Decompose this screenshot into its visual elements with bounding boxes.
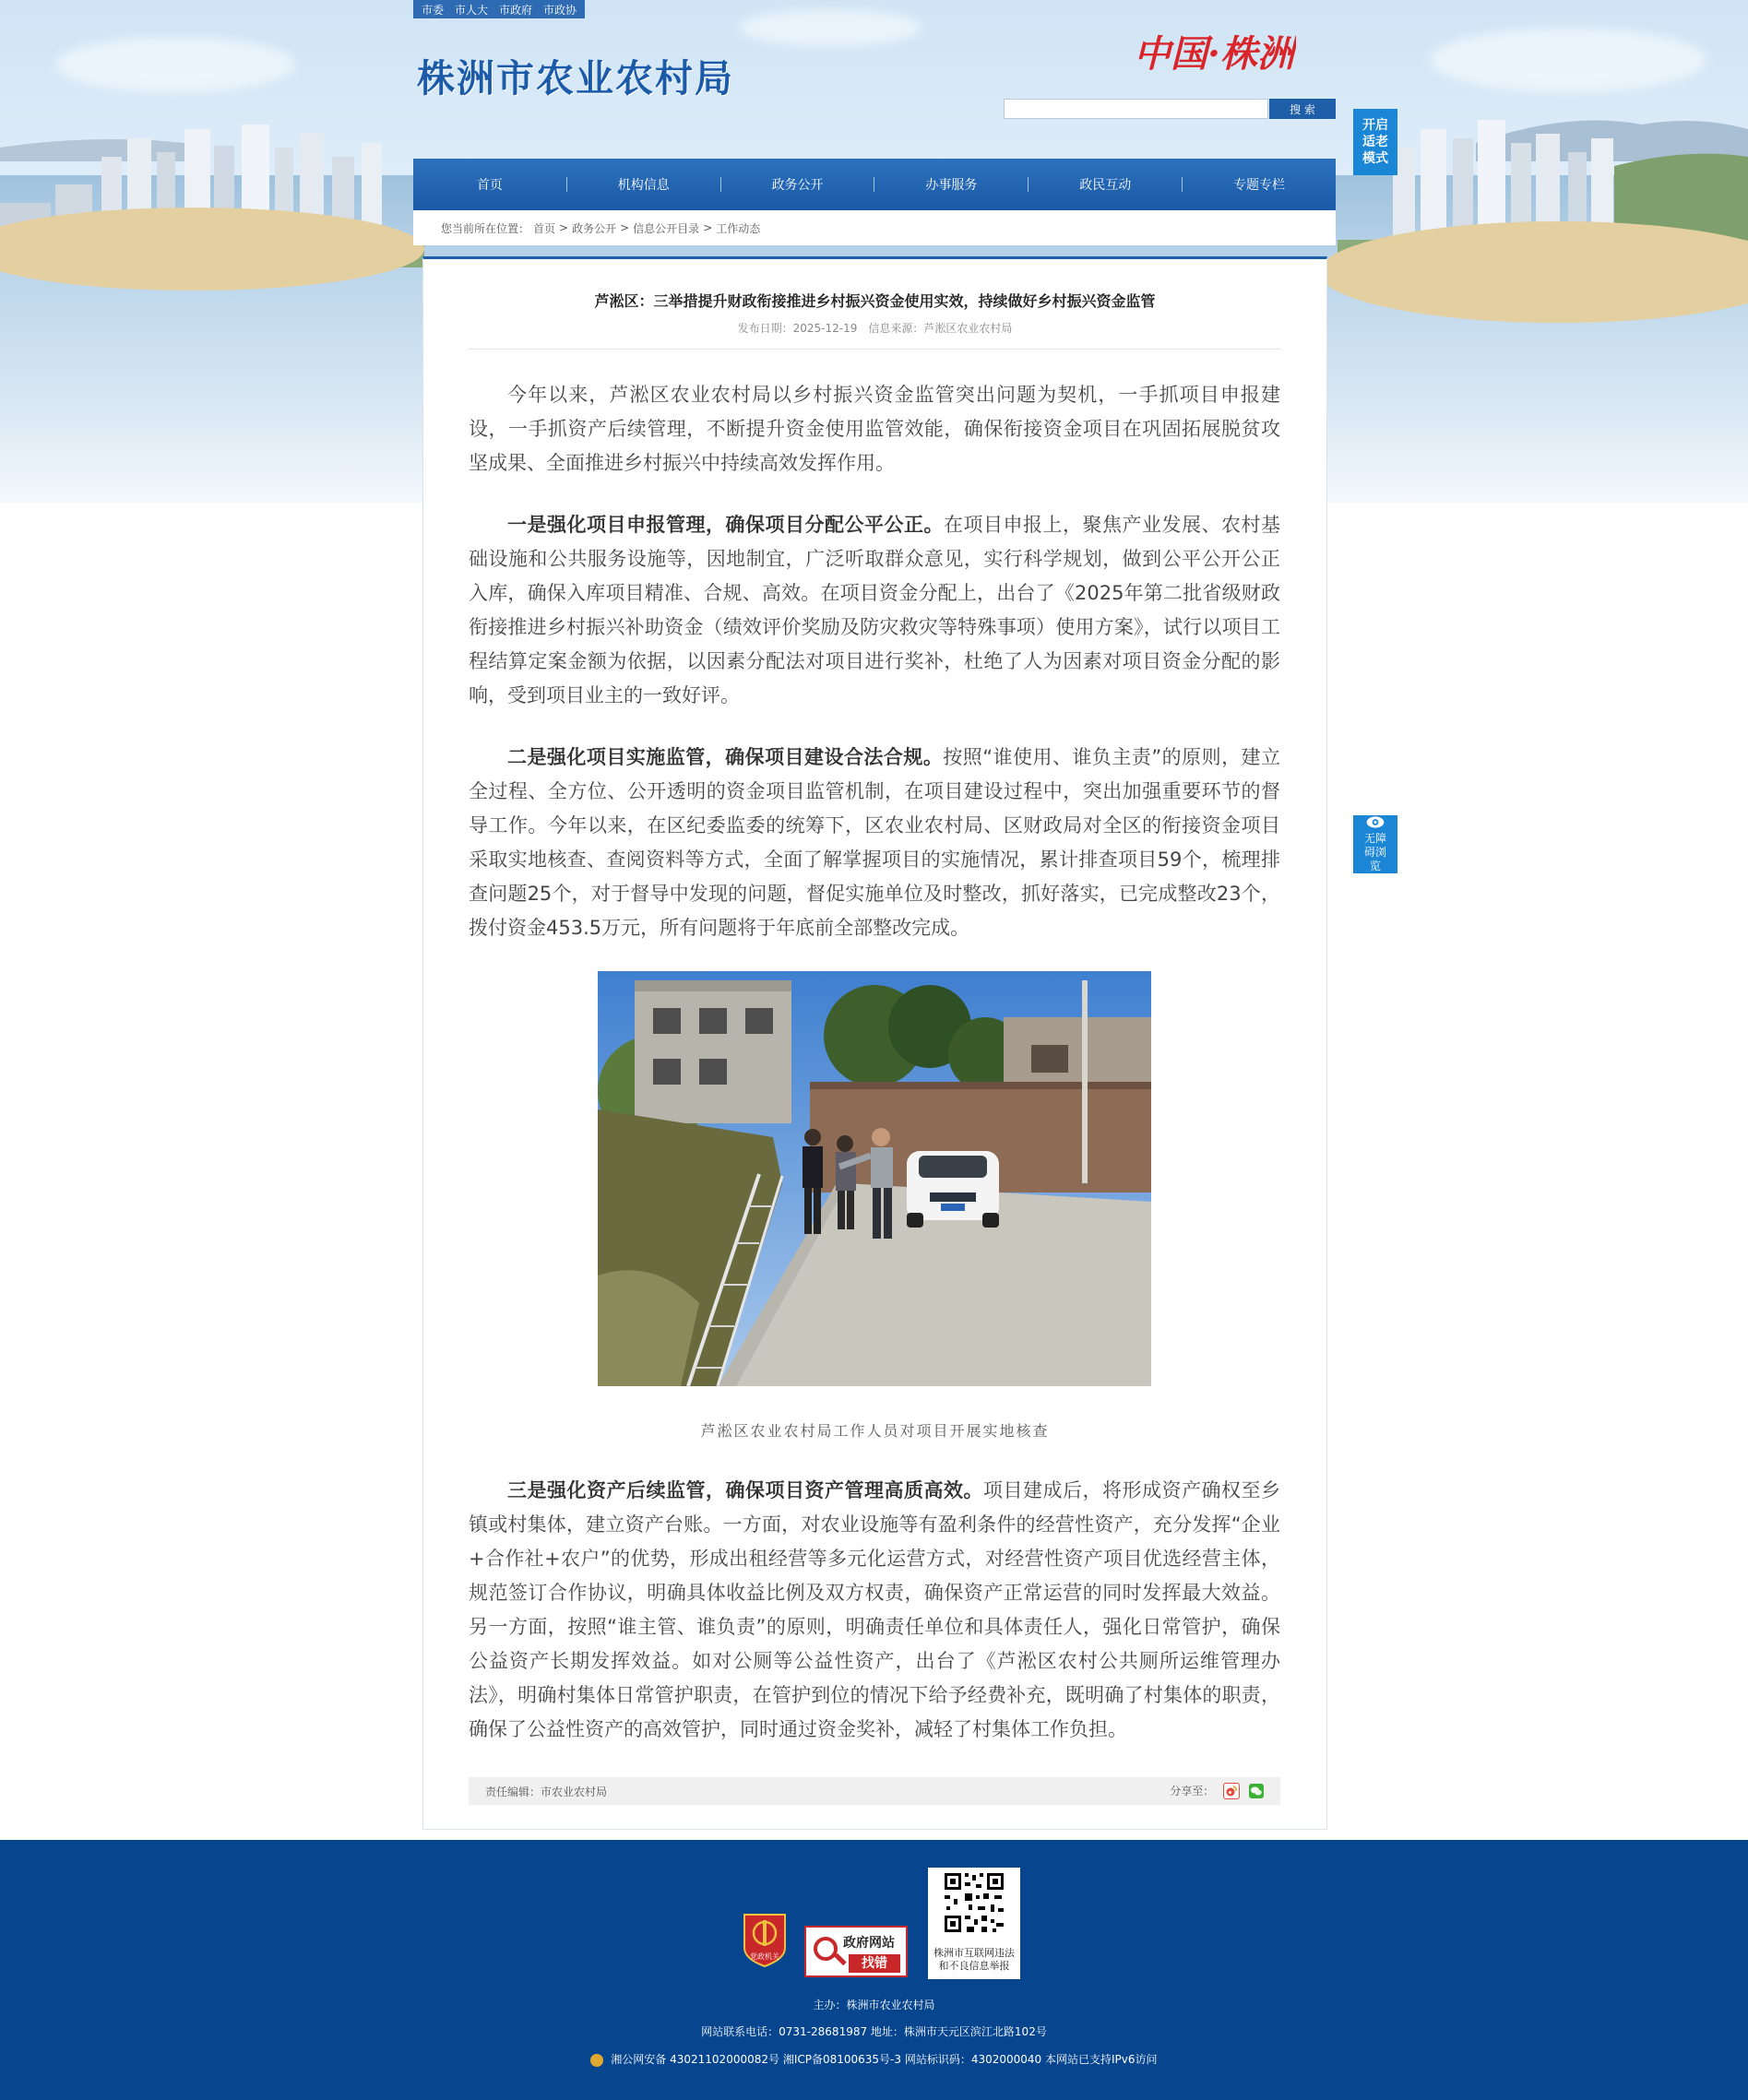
qr-code-icon (928, 1868, 1020, 1943)
gov-site-error-badge[interactable] (804, 1926, 908, 1977)
svg-text:党政机关: 党政机关 (750, 1952, 779, 1961)
footer (0, 1840, 1748, 2100)
nav-special-topics[interactable]: 专题专栏 (1233, 178, 1286, 193)
topbar-link-party[interactable]: 市委 (422, 3, 445, 17)
breadcrumb-prefix: 您当前所在位置： (441, 221, 530, 235)
nav-organization[interactable]: 机构信息 (617, 178, 670, 193)
editor-bar (469, 1777, 1280, 1805)
topbar-link-government[interactable]: 市政府 (499, 3, 533, 17)
site-title[interactable]: 株洲市农业农村局 (417, 56, 734, 101)
topbar-link-cppcc[interactable]: 市政协 (543, 3, 577, 17)
search-button[interactable]: 搜 索 (1269, 99, 1336, 119)
wechat-share-icon[interactable] (1249, 1784, 1264, 1798)
article-paragraph-1 (469, 508, 1280, 713)
nav-interaction[interactable]: 政民互动 (1079, 178, 1132, 193)
accessibility-button[interactable] (1353, 815, 1397, 873)
breadcrumb-separator: > (559, 221, 569, 234)
accessibility-label: 无障碍浏览 (1363, 832, 1386, 872)
party-government-badge[interactable] (741, 1911, 789, 1968)
main-nav (413, 159, 1336, 210)
footer-contact: 网站联系电话：0731-28681987 地址：株洲市天元区滨江北路102号 (701, 2025, 1047, 2038)
topbar-link-congress[interactable]: 市人大 (455, 3, 489, 17)
responsible-editor: 责任编辑：市农业农村局 (485, 1785, 608, 1798)
article-container (422, 256, 1327, 1830)
article-title: 芦淞区：三举措提升财政衔接推进乡村振兴资金使用实效，持续做好乡村振兴资金监管 (594, 292, 1156, 310)
footer-record-text[interactable]: 湘公网安备 43021102000082号 湘ICP备08100635号-3 网站标识码：4302000040 本网站已支持IPv6访问 (611, 2053, 1158, 2066)
article-photo (598, 971, 1151, 1386)
nav-home[interactable]: 首页 (476, 178, 503, 193)
photo-people (803, 1128, 893, 1239)
search-input[interactable] (1004, 99, 1268, 119)
paragraph-heading: 二是强化项目实施监管，确保项目建设合法合规。 (507, 746, 944, 768)
breadcrumb (413, 210, 1336, 245)
share-label: 分享至： (1170, 1784, 1215, 1797)
qr-caption: 株洲市互联网违法和不良信息举报 (933, 1947, 1015, 1972)
breadcrumb-separator: > (620, 221, 630, 234)
breadcrumb-catalog[interactable]: 信息公开目录 (633, 221, 700, 235)
article-paragraph-3 (469, 1474, 1280, 1747)
breadcrumb-government-affairs[interactable]: 政务公开 (572, 221, 617, 235)
photo-caption: 芦淞区农业农村局工作人员对项目开展实地核查 (700, 1422, 1050, 1440)
breadcrumb-work-news[interactable]: 工作动态 (716, 221, 761, 235)
error-badge-bottom-text: 找错 (849, 1954, 900, 1973)
footer-record (0, 2051, 1748, 2067)
paragraph-heading: 一是强化项目申报管理，确保项目分配公平公正。 (507, 514, 944, 536)
nav-services[interactable]: 办事服务 (925, 178, 978, 193)
svg-text:中国·株洲: 中国·株洲 (1134, 32, 1294, 76)
breadcrumb-home[interactable]: 首页 (533, 221, 556, 235)
article-paragraph-2 (469, 741, 1280, 945)
paragraph-body: 在项目申报上，聚焦产业发展、农村基础设施和公共服务设施等，因地制宜，广泛听取群众意见，实行科学规划，做到公平公开公正入库，确保入库项目精准、合规、高效。在项目资金分配上，出台了《2025年第二批省级财政衔接推进乡村振兴补助资金（绩效评价奖励及防灾救灾等特殊事项）使用方案》，试行以项目工程结算定案金额为依据，以因素分配法对项目进行奖补，杜绝了人为因素对项目资金分配的影响，受到项目业主的一致好评。 (469, 514, 1280, 706)
title-divider (469, 349, 1280, 350)
elder-mode-button[interactable]: 开启适老模式 (1353, 109, 1397, 175)
weibo-share-icon[interactable] (1223, 1783, 1240, 1799)
breadcrumb-separator: > (703, 221, 713, 234)
china-zhuzhou-logo (1130, 26, 1296, 81)
article-paragraph-intro: 今年以来，芦淞区农业农村局以乡村振兴资金监管突出问题为契机，一手抓项目申报建设，一手抓资产后续管理，不断提升资金使用监管效能，确保衔接资金项目在巩固拓展脱贫攻坚成果、全面推进乡村振兴中持续高效发挥作用。 (469, 384, 1280, 474)
report-qr-block[interactable] (928, 1868, 1020, 1979)
article-meta: 发布日期：2025-12-19 信息来源：芦淞区农业农村局 (737, 322, 1013, 335)
paragraph-body: 项目建成后，将形成资产确权至乡镇或村集体，建立资产台账。一方面，对农业设施等有盈利条件的经营性资产，充分发挥“企业+合作社+农户”的优势，形成出租经营等多元化运营方式，对经营性资产项目优选经营主体，规范签订合作协议，明确具体收益比例及双方权责，确保资产正常运营的同时发挥最大效益。另一方面，按照“谁主管、谁负责”的原则，明确责任单位和具体责任人，强化日常管护，确保公益资产长期发挥效益。如对公厕等公益性资产，出台了《芦淞区农村公共厕所运维管理办法》，明确村集体日常管护职责，在管护到位的情况下给予经费补充，既明确了村集体的职责，确保了公益性资产的高效管护，同时通过资金奖补，减轻了村集体工作负担。 (469, 1479, 1280, 1740)
police-badge-icon (590, 2054, 603, 2067)
footer-host: 主办：株洲市农业农村局 (813, 1999, 935, 2011)
paragraph-body: 按照“谁使用、谁负主责”的原则，建立全过程、全方位、公开透明的资金项目监管机制，在项目建设过程中，突出加强重要环节的督导工作。今年以来，在区纪委监委的统筹下，区农业农村局、区财政局对全区的衔接资金项目采取实地核查、查阅资料等方式，全面了解掌握项目的实施情况，累计排查项目59个，梳理排查问题25个，对于督导中发现的问题，督促实施单位及时整改，抓好落实，已完成整改23个，拨付资金453.5万元，所有问题将于年底前全部整改完成。 (469, 746, 1281, 939)
top-links-bar (413, 0, 585, 18)
nav-government-affairs[interactable]: 政务公开 (771, 178, 824, 193)
share-group (1170, 1783, 1264, 1800)
error-badge-top-text: 政府网站 (843, 1936, 895, 1951)
paragraph-heading: 三是强化资产后续监管，确保项目资产管理高质高效。 (507, 1479, 983, 1501)
eye-icon (1365, 815, 1385, 829)
